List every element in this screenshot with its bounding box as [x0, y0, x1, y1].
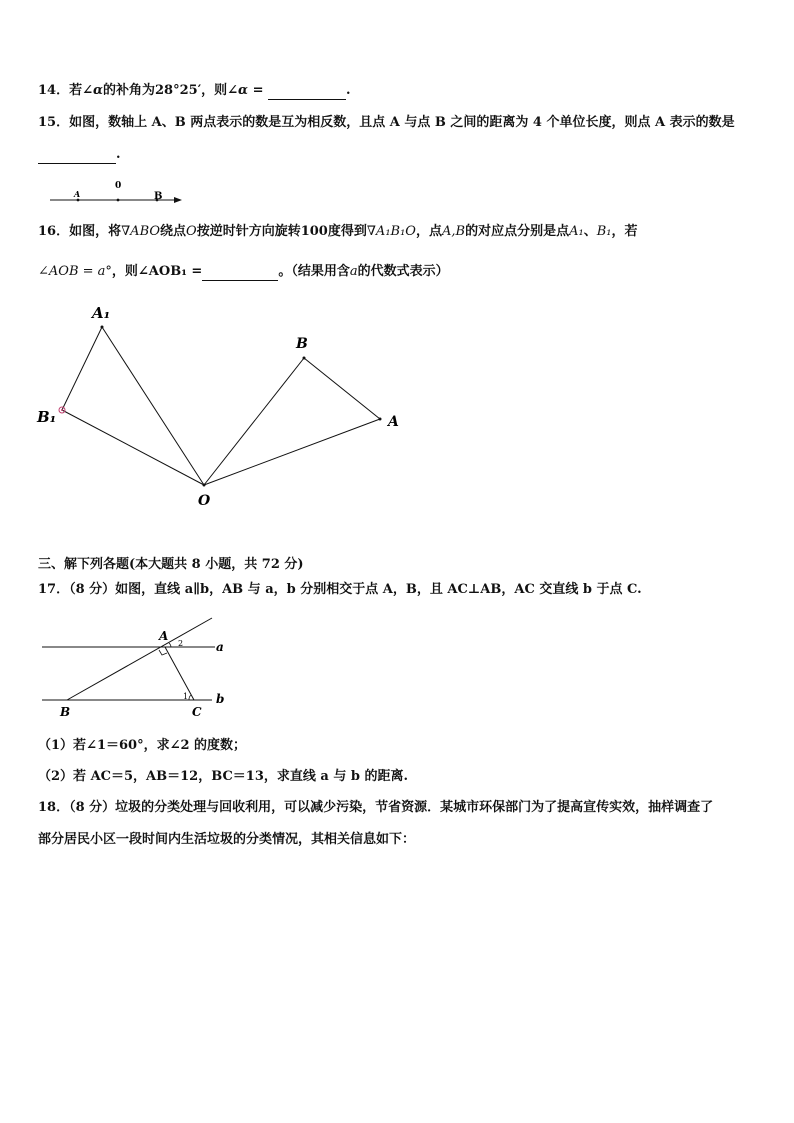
label-angle-1: 1 — [183, 692, 189, 701]
parallel-lines-figure — [40, 612, 240, 722]
number-line-figure — [48, 178, 188, 208]
question-17-part-1: （1）若∠1＝60°，求∠2 的度数； — [38, 738, 247, 753]
segment-ac — [165, 647, 194, 700]
label-line-b: b — [216, 692, 225, 706]
label-b1: B₁ — [37, 408, 57, 426]
angle-2-arc — [169, 643, 171, 647]
label-o: O — [198, 493, 211, 509]
point-origin — [117, 199, 120, 202]
question-number: 15． — [38, 115, 70, 130]
question-16: 16．如图，将∇ABO绕点O按逆时针方向旋转100度得到∇A₁B₁O，点A,B的对应点分别是点A₁、B₁，若 — [38, 224, 638, 239]
question-15-answer: . — [38, 146, 121, 164]
question-17-part-2: （2）若 AC＝5，AB＝12，BC＝13，求直线 a 与 b 的距离. — [38, 769, 409, 784]
label-b: B — [296, 336, 308, 352]
label-a-point: A — [159, 629, 169, 643]
angle-1-arc — [189, 695, 191, 700]
segment-ab-extended — [67, 618, 212, 700]
question-14: 14．若∠α的补角为28°25′，则∠α = . — [38, 83, 351, 98]
label-b: B — [154, 191, 163, 202]
answer-blank — [268, 85, 346, 100]
rotation-figure — [30, 300, 410, 515]
segment-a1-o — [102, 327, 204, 485]
label-b-point: B — [60, 705, 71, 719]
label-zero: 0 — [115, 181, 122, 191]
question-number: 17． — [38, 582, 70, 597]
point-b1 — [61, 409, 63, 411]
segment-b-a — [304, 358, 380, 419]
point-a1 — [101, 326, 104, 329]
right-angle-mark — [159, 650, 167, 655]
question-number: 14． — [38, 83, 70, 98]
label-angle-2: 2 — [178, 639, 184, 648]
label-a: A — [74, 189, 81, 199]
answer-blank — [38, 149, 116, 164]
question-17: 17．（8 分）如图，直线 a∥b，AB 与 a，b 分别相交于点 A，B，且 AC⊥AB，AC 交直线 b 于点 C. — [38, 582, 642, 597]
label-c-point: C — [192, 705, 202, 719]
question-16-line2: ∠AOB = a°，则∠AOB₁ = 。（结果用含a的代数式表示） — [38, 264, 449, 279]
label-a: A — [388, 414, 399, 430]
point-a — [379, 418, 382, 421]
arrow-head-icon — [174, 197, 182, 203]
label-line-a: a — [216, 640, 224, 654]
question-18: 18．（8 分）垃圾的分类处理与回收利用，可以减少污染，节省资源．某城市环保部门为了提高宣传实效，抽样调查了 — [38, 800, 714, 815]
segment-b1-o — [62, 410, 204, 485]
point-a — [77, 199, 80, 202]
segment-a1-b1 — [62, 327, 102, 410]
point-b — [303, 357, 306, 360]
question-number: 18． — [38, 800, 70, 815]
point-o — [203, 484, 206, 487]
answer-blank — [202, 266, 278, 281]
question-number: 16． — [38, 224, 70, 239]
question-15: 15．如图，数轴上 A、B 两点表示的数是互为相反数，且点 A 与点 B 之间的距离为 4 个单位长度，则点 A 表示的数是 — [38, 115, 735, 130]
section-title: 三、解下列各题(本大题共 8 小题，共 72 分) — [38, 557, 304, 572]
label-a1: A₁ — [92, 304, 111, 322]
question-18-line2: 部分居民小区一段时间内生活垃圾的分类情况，其相关信息如下： — [38, 832, 416, 847]
